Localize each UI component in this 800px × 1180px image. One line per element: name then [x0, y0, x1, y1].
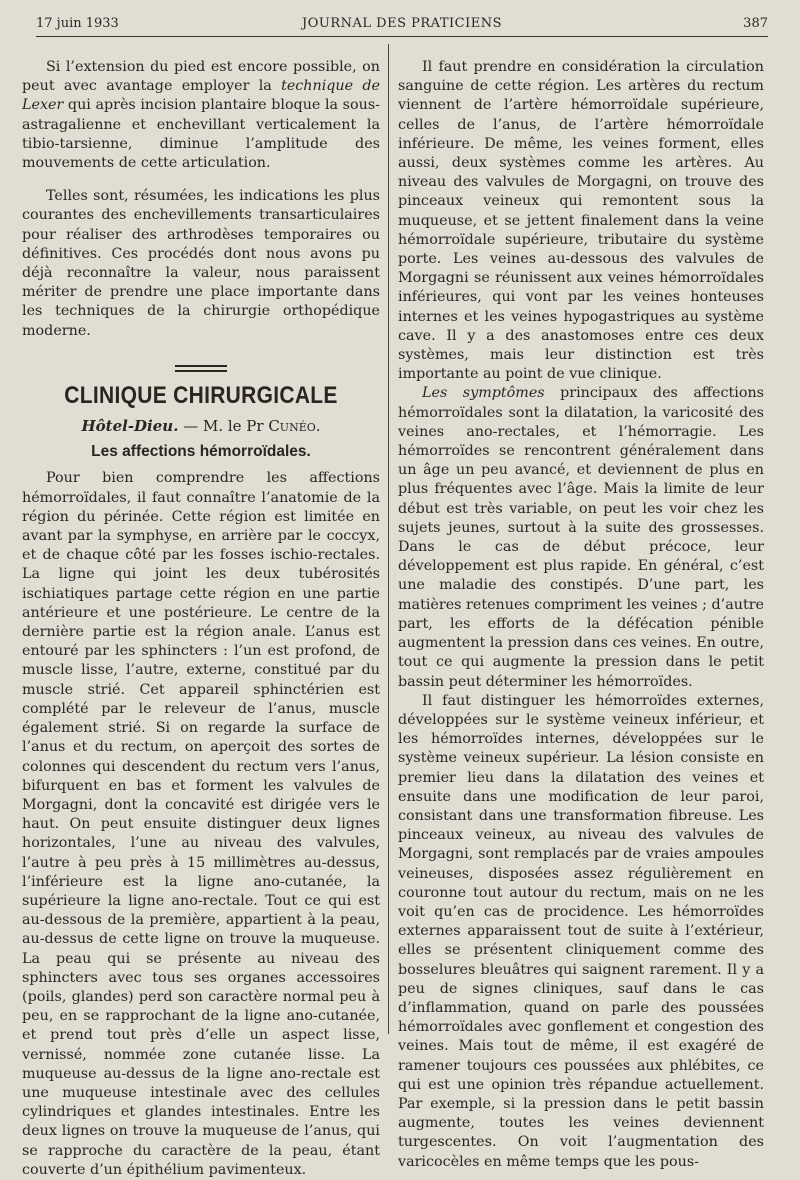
paragraph: Il faut distinguer les hémorroïdes externes, développées sur le système veineux inférieur, et les hémorroïdes internes, développées sur le système veineux supérieur. La lésion consiste en premier lieu dans la dilatation des veines et ensuite dans une modification de leur paroi, consistant dans une transformation fibreuse. Les pinceaux veineux, au niveau des valvules de Morgagni, sont remplacés par de vraies ampoules veineuses, disposées assez régulièrement en couronne tout autour du rectum, mais on ne les voit qu’en cas de procidence. Les hémorroïdes externes apparaissent tout de suite à l’extérieur, elles se présentent cliniquement comme des bosselures bleuâtres qui saignent rarement. Il y a peu de signes cliniques, sauf dans le cas d’inflammation, quand on parle des poussées hémorroïdales avec gonflement et congestion des veines. Mais tout de même, il est exagéré de ramener toujours ces poussées aux phlébites, ce qui est une opinion très répandue actuellement. Par exemple, si la pression dans le petit bassin augmente, toutes les veines deviennent turgescentes. On voit l’augmentation des varicocèles en même temps que les pous-	[398, 692, 764, 1170]
paragraph: Il faut prendre en considération la circulation sanguine de cette région. Les artères du rectum viennent de l’artère hémorroïdale supérieure, celles de l’anus, de l’artère hémorroïdale inférieure. De même, les veines forment, elles aussi, deux systèmes comme les artères. Au niveau des valvules de Morgagni, on trouve des pinceaux veineux qui remontent sous la muqueuse, et se jettent finalement dans la veine hémorroïdale supérieure, tributaire du système porte. Les veines au-dessous des valvules de Morgagni se réunissent aux veines hémorroïdales inférieures, qui vont par les veines honteuses internes et les veines hypogastriques au système cave. Il y a des anastomoses entre ces deux systèmes, mais leur distinction est très importante au point de vue clinique.	[398, 59, 764, 383]
column-divider	[388, 44, 389, 1034]
page-number: 387	[743, 16, 768, 31]
paragraph-text: Si l’extension du pied est encore possible, on peut avec avantage employer la	[22, 59, 380, 95]
paragraph	[22, 58, 380, 173]
left-column	[22, 58, 380, 1180]
journal-title: JOURNAL DES PRATICIENS	[302, 16, 502, 31]
divider-rule	[175, 370, 227, 372]
paragraph: Telles sont, résumées, les indications les plus courantes des enchevillements transarticulaires pour réaliser des arthrodèses temporaires ou définitives. Ces procédés dont nous avons pu déjà reconnaître la valeur, nous paraissent mériter de prendre une place importante dans les techniques de la chirurgie orthopédique moderne.	[22, 188, 380, 339]
paragraph-text: principaux des affections hémorroïdales sont la dilatation, la varicosité des veines ano-rectales, et l’hémorragie. Les hémorroïdes se rencontrent généralement dans un âge un peu avancé, et deviennent de plus en plus fréquentes avec l’âge. Mais la limite de leur début est très variable, on peut les voir chez les sujets jeunes, surtout à la suite des grossesses. Dans le cas de début précoce, leur développement est plus rapide. En général, c’est une maladie des constipés. D’une part, les matières retenues compriment les veines ; d’autre part, les efforts de la défécation pénible augmentent la pression dans ces veines. En outre, tout ce qui augmente la pression dans le petit bassin peut déterminer les hémorroïdes.	[398, 385, 764, 690]
section-title: CLINIQUE CHIRURGICALE	[64, 382, 338, 409]
article-byline	[22, 417, 380, 436]
paragraph	[398, 384, 764, 691]
byline-text: — M. le Pr	[178, 417, 269, 436]
paragraph: Pour bien comprendre les affections hémorroïdales, il faut connaître l’anatomie de la région du périnée. Cette région est limitée en avant par la symphyse, en arrière par le coccyx, et de chaque côté par les fosses ischio-rectales. La ligne qui joint les deux tubérosités ischiatiques partage cette région en une partie antérieure et une postérieure. Le centre de la dernière partie est la région anale. L’anus est entouré par les sphincters : l’un est profond, de muscle lisse, l’autre, externe, constitué par du muscle strié. Cet appareil sphinctérien est complété par le releveur de l’anus, muscle également strié. Si on regarde la surface de l’anus et du rectum, on aperçoit des sortes de colonnes qui descendent du rectum vers l’anus, bifurquent en bas et forment les valvules de Morgagni, dont la concavité est dirigée vers le haut. On peut ensuite distinguer deux lignes horizontales, l’une au niveau des valvules, l’autre à peu près à 15 millimètres au-dessus, l’inférieure est la ligne ano-cutanée, la supérieure la ligne ano-rectale. Tout ce qui est au-dessous de la première, appartient à la peau, au-dessus de cette ligne on trouve la muqueuse. La peau qui se présente au niveau des sphincters avec tous ses organes accessoires (poils, glandes) perd son caractère normal peu à peu, en se rapprochant de la ligne ano-cutanée, et prend tout près d’elle un aspect lisse, vernissé, nommée zone cutanée lisse. La muqueuse au-dessus de la ligne ano-rectale est une muqueuse intestinale avec des cellules cylindriques et glandes intestinales. Entre les deux lignes on trouve la muqueuse de l’anus, qui se rapproche du caractère de la peau, étant couverte d’un épithélium pavimenteux.	[22, 470, 380, 1178]
emphasis-text: technique de Lexer	[22, 78, 380, 114]
article-title: Les affections hémorroïdales.	[91, 443, 311, 461]
divider-rule	[175, 365, 227, 367]
section-divider	[22, 361, 380, 372]
emphasis-text: Les symptômes	[422, 385, 545, 402]
issue-date: 17 juin 1933	[36, 16, 119, 31]
byline-author: Cunéo.	[268, 417, 321, 436]
running-header	[36, 14, 768, 37]
right-column	[398, 58, 764, 1172]
paragraph-text: qui après incision plantaire bloque la sous-astragalienne et enchevillant verticalement la tibio-tarsienne, diminue l’amplitude des mouvements de cette articulation.	[22, 97, 380, 172]
byline-place: Hôtel-Dieu.	[81, 417, 179, 436]
